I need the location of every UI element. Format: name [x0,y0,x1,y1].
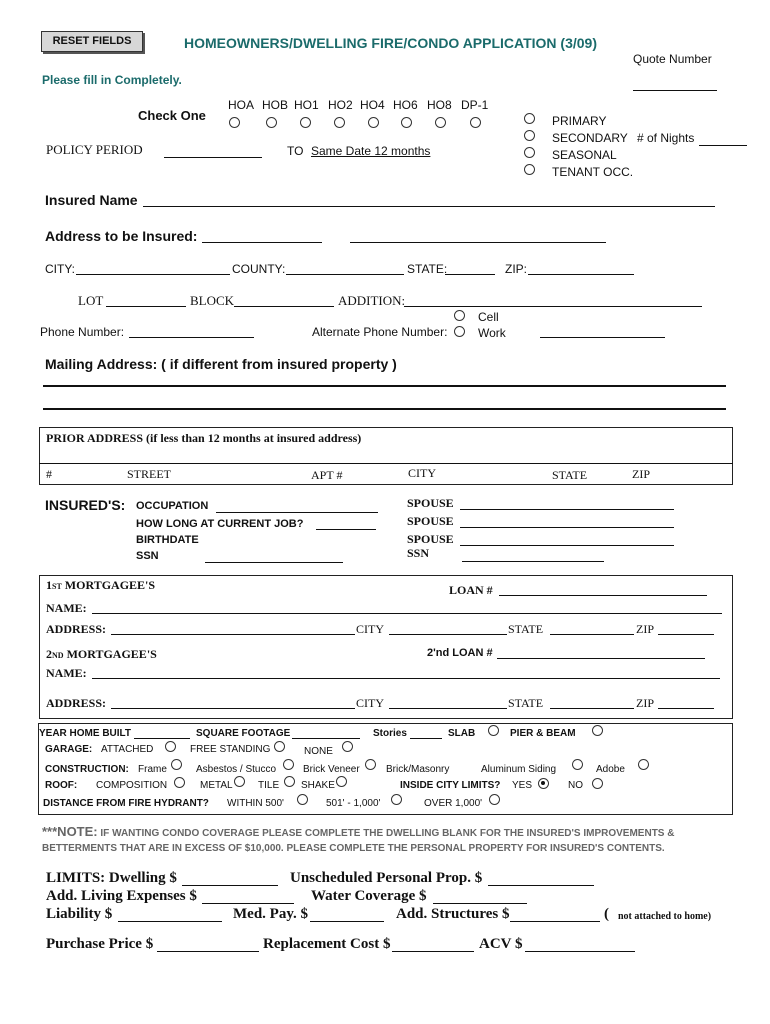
occupation-field[interactable] [216,512,378,513]
prior-col-num: # [46,467,52,481]
acv-label: ACV $ [479,936,523,952]
none-label: NONE [304,746,333,757]
radio-ho1[interactable] [300,117,311,128]
radio-frame[interactable] [171,759,182,770]
first-address-label: ADDRESS: [46,622,107,636]
limits-dwelling-field[interactable] [182,885,278,886]
unscheduled-field[interactable] [488,885,594,886]
condo-note-line-2: BETTERMENTS THAT ARE IN EXCESS OF $10,000. PLEASE COMPLETE THE PERSONAL PROPERTY FOR INSURED'S CONTENTS. [42,843,665,854]
water-coverage-field[interactable] [433,903,527,904]
second-mortgagee-num: 2 [46,647,52,661]
stories-label: Stories [373,728,407,739]
alt-phone-label: Alternate Phone Number: [312,325,448,339]
second-city-field[interactable] [389,708,507,709]
second-mortgagee-label [46,647,157,662]
second-zip-field[interactable] [658,708,714,709]
radio-asbestos[interactable] [283,759,294,770]
spouse-field-2[interactable] [460,527,674,528]
frame-label: Frame [138,764,167,775]
addition-label: ADDITION: [338,293,406,308]
sq-footage-field[interactable] [292,738,360,739]
no-label: NO [568,780,583,791]
loan-field[interactable] [499,595,707,596]
prior-col-city: CITY [408,466,436,480]
first-name-field[interactable] [92,613,722,614]
first-zip-field[interactable] [658,634,714,635]
radio-ho2[interactable] [334,117,345,128]
how-long-label: HOW LONG AT CURRENT JOB? [136,518,304,530]
med-pay-label: Med. Pay. $ [233,906,308,922]
occupancy-primary: PRIMARY [552,114,607,128]
first-mortgagee-text: MORTGAGEE'S [61,578,156,592]
purchase-price-field[interactable] [157,951,259,952]
radio-slab[interactable] [488,725,499,736]
radio-501-1000[interactable] [391,794,402,805]
policy-period-field[interactable] [164,157,262,158]
radio-composition[interactable] [174,777,185,788]
spouse-label-3: SPOUSE [407,532,454,546]
liability-label: Liability $ [46,906,113,922]
radio-attached[interactable] [165,741,176,752]
birthdate-label: BIRTHDATE [136,534,199,546]
prior-col-state: STATE [552,468,588,482]
insured-name-field[interactable] [143,206,715,207]
living-expenses-field[interactable] [202,903,294,904]
slab-label: SLAB [448,728,476,739]
pier-beam-label: PIER & BEAM [510,728,576,739]
unscheduled-label: Unscheduled Personal Prop. $ [290,870,483,886]
first-state-field[interactable] [550,634,634,635]
second-loan-label: 2'nd LOAN # [427,647,493,659]
attached-label: ATTACHED [101,744,154,755]
over-1000-label: OVER 1,000' [424,798,483,809]
living-expenses-label: Add. Living Expenses $ [46,888,197,904]
second-zip-label: ZIP [636,696,654,710]
addition-field[interactable] [404,306,702,307]
first-mortgagee-label [46,578,155,593]
insureds-label: INSURED'S: [45,497,126,513]
year-built-field[interactable] [134,738,190,739]
address-insured-field-2[interactable] [350,242,606,243]
limits-dwelling-label: LIMITS: Dwelling $ [46,870,177,886]
inside-city-label: INSIDE CITY LIMITS? [400,780,501,791]
acv-field[interactable] [525,951,635,952]
second-mortgagee-sup: ND [52,651,64,660]
occupation-label: OCCUPATION [136,500,209,512]
second-loan-field[interactable] [497,658,705,659]
second-city-label: CITY [356,696,384,710]
occupancy-tenant: TENANT OCC. [552,165,634,179]
insured-name-label: Insured Name [45,192,138,208]
replacement-cost-label: Replacement Cost $ [263,936,391,952]
radio-pier-beam[interactable] [592,725,603,736]
aluminum-label: Aluminum Siding [481,764,557,775]
lot-field[interactable] [106,306,186,307]
radio-hob[interactable] [266,117,277,128]
quote-number-field[interactable] [633,90,717,91]
address-insured-field-1[interactable] [202,242,322,243]
add-structures-field[interactable] [510,921,600,922]
note-line-1-text: IF WANTING CONDO COVERAGE PLEASE COMPLETE THE DWELLING BLANK FOR THE INSURED'S IMPROVEMENTS & [97,828,675,839]
block-field[interactable] [234,306,334,307]
to-label: TO [287,144,304,158]
cell-label: Cell [478,310,499,324]
radio-ho4[interactable] [368,117,379,128]
first-city-field[interactable] [389,634,507,635]
prior-address-divider [39,463,733,464]
first-zip-label: ZIP [636,622,654,636]
add-structures-label: Add. Structures $ [396,906,510,922]
same-date-text: Same Date 12 months [311,144,431,158]
brick-masonry-label: Brick/Masonry [386,764,450,775]
zip-label: ZIP: [505,262,528,276]
city-field[interactable] [76,274,230,275]
policy-type-hoa: HOA [228,98,255,112]
second-address-field[interactable] [111,708,355,709]
fill-note: Please fill in Completely. [42,73,182,87]
radio-brick-veneer[interactable] [365,759,376,770]
loan-label: LOAN # [449,583,493,597]
second-name-field[interactable] [92,678,720,679]
radio-secondary[interactable] [524,130,535,141]
purchase-price-label: Purchase Price $ [46,936,154,952]
radio-none[interactable] [342,741,353,752]
lot-label: LOT [78,293,104,308]
policy-type-hob: HOB [262,98,289,112]
reset-fields-button[interactable]: RESET FIELDS [41,31,143,52]
second-state-field[interactable] [550,708,634,709]
asbestos-label: Asbestos / Stucco [196,764,277,775]
county-field[interactable] [286,274,404,275]
mailing-line-2[interactable] [43,408,726,410]
prior-col-apt: APT # [311,468,343,482]
d501-label: 501' - 1,000' [326,798,381,809]
mailing-line-1[interactable] [43,385,726,387]
policy-type-ho4: HO4 [360,98,385,112]
radio-tenant[interactable] [524,164,535,175]
first-city-label: CITY [356,622,384,636]
not-attached-label: not attached to home) [618,911,712,922]
prior-col-zip: ZIP [632,467,650,481]
ssn-label: SSN [136,550,159,562]
mailing-address-label: Mailing Address: ( if different from insured property ) [45,356,397,372]
radio-over-1000[interactable] [489,794,500,805]
occupancy-seasonal: SEASONAL [552,148,617,162]
radio-seasonal[interactable] [524,147,535,158]
roof-label: ROOF: [45,780,78,791]
ssn-field[interactable] [205,562,343,563]
garage-label: GARAGE: [45,744,93,755]
radio-work[interactable] [454,326,465,337]
radio-ho8[interactable] [435,117,446,128]
radio-free-standing[interactable] [274,741,285,752]
spouse-label-2: SPOUSE [407,514,454,528]
radio-aluminum[interactable] [572,759,583,770]
second-address-label: ADDRESS: [46,696,107,710]
construction-label: CONSTRUCTION: [45,764,129,775]
sq-footage-label: SQUARE FOOTAGE [196,728,291,739]
first-state-label: STATE [508,622,544,636]
radio-hoa[interactable] [229,117,240,128]
policy-type-ho8: HO8 [427,98,452,112]
address-insured-label: Address to be Insured: [45,228,198,244]
radio-inside-city-no[interactable] [592,778,603,789]
first-mortgagee-num: 1 [46,578,52,592]
radio-tile[interactable] [284,776,295,787]
free-standing-label: FREE STANDING [190,744,271,755]
city-label: CITY: [45,262,76,276]
second-name-label: NAME: [46,666,87,680]
quote-number-label: Quote Number [633,52,712,66]
policy-type-dp1: DP-1 [461,98,489,112]
replacement-cost-field[interactable] [392,951,474,952]
radio-ho6[interactable] [401,117,412,128]
med-pay-field[interactable] [310,921,384,922]
second-mortgagee-text: MORTGAGEE'S [63,647,157,661]
spouse-ssn-field[interactable] [462,561,604,562]
radio-primary[interactable] [524,113,535,124]
spouse-field-3[interactable] [460,545,674,546]
phone-field[interactable] [129,337,254,338]
first-name-label: NAME: [46,601,87,615]
adobe-label: Adobe [596,764,625,775]
radio-shake[interactable] [336,776,347,787]
within-500-label: WITHIN 500' [227,798,284,809]
state-label: STATE: [407,262,448,276]
prior-address-label: PRIOR ADDRESS (if less than 12 months at insured address) [46,431,362,445]
radio-inside-city-yes[interactable] [538,778,549,789]
county-label: COUNTY: [232,262,286,276]
brick-veneer-label: Brick Veneer [303,764,360,775]
policy-type-ho1: HO1 [294,98,319,112]
radio-within-500[interactable] [297,794,308,805]
yes-label: YES [512,780,533,791]
second-state-label: STATE [508,696,544,710]
first-address-field[interactable] [111,634,355,635]
first-mortgagee-sup: ST [52,582,62,591]
policy-type-ho2: HO2 [328,98,353,112]
block-label: BLOCK [190,293,235,308]
how-long-field[interactable] [316,529,376,530]
radio-adobe[interactable] [638,759,649,770]
alt-phone-field[interactable] [540,337,665,338]
check-one-label: Check One [138,108,206,123]
distance-label: DISTANCE FROM FIRE HYDRANT? [43,798,209,809]
metal-label: METAL [200,780,233,791]
form-title: HOMEOWNERS/DWELLING FIRE/CONDO APPLICATION (3/09) [184,35,598,51]
condo-note-line-1 [42,824,674,839]
radio-dp1[interactable] [470,117,481,128]
phone-label: Phone Number: [40,325,125,339]
spouse-ssn-label: SSN [407,546,430,560]
work-label: Work [478,326,506,340]
paren-open: ( [604,906,609,922]
year-built-label: YEAR HOME BUILT [39,728,132,739]
radio-metal[interactable] [234,776,245,787]
occupancy-secondary: SECONDARY [552,131,628,145]
prior-col-street: STREET [127,467,171,481]
composition-label: COMPOSITION [96,780,168,791]
radio-cell[interactable] [454,310,465,321]
state-field[interactable] [445,274,495,275]
stories-field[interactable] [410,738,442,739]
water-coverage-label: Water Coverage $ [311,888,427,904]
note-head: ***NOTE: [42,824,98,839]
liability-field[interactable] [118,921,222,922]
spouse-field-1[interactable] [460,509,674,510]
policy-type-ho6: HO6 [393,98,418,112]
nights-field[interactable] [699,145,747,146]
tile-label: TILE [258,780,280,791]
spouse-label-1: SPOUSE [407,496,454,510]
zip-field[interactable] [528,274,634,275]
policy-period-label: POLICY PERIOD [46,142,143,157]
shake-label: SHAKE [301,780,335,791]
nights-label: # of Nights [637,131,695,145]
